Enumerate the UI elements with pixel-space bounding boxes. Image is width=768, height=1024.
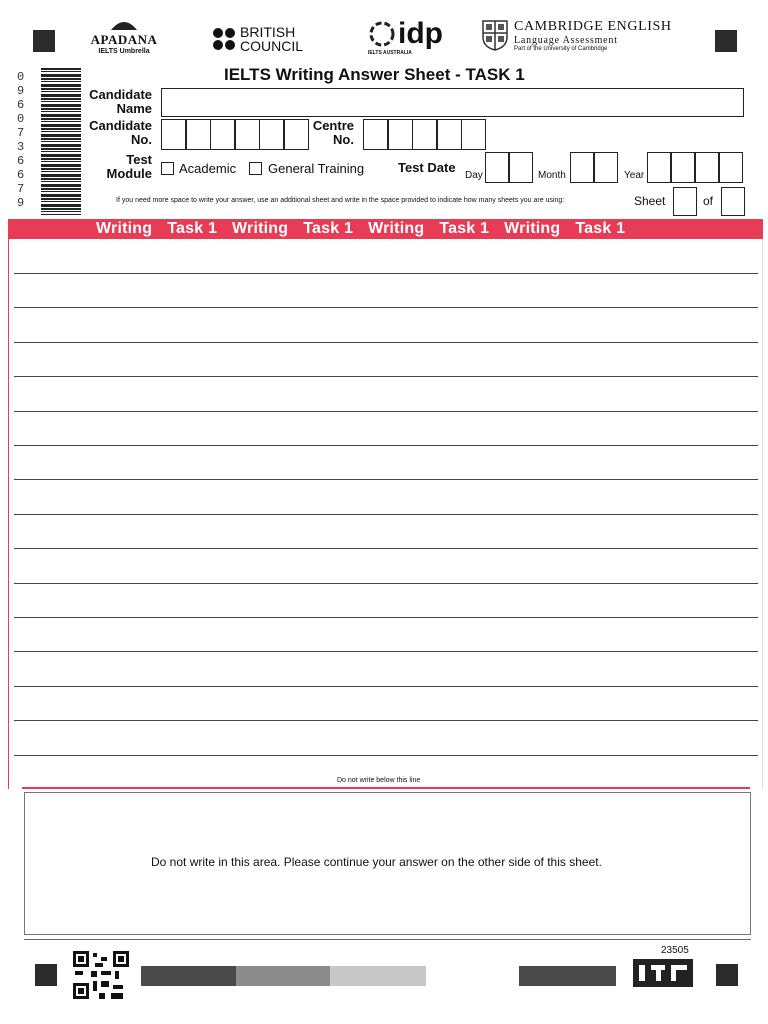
centre-no-box[interactable]: [461, 119, 486, 150]
british-council-dots-icon: [212, 27, 236, 51]
general-training-checkbox[interactable]: [249, 162, 262, 175]
apadana-sub: IELTS Umbrella: [98, 48, 150, 55]
candidate-no-box[interactable]: [284, 119, 309, 150]
month-box-1[interactable]: [570, 152, 594, 183]
day-box-2[interactable]: [509, 152, 533, 183]
writing-line: [14, 307, 758, 308]
bar-dark-right: [519, 966, 616, 986]
day-label: Day: [465, 170, 483, 181]
band-text: Writing: [504, 220, 561, 237]
test-module-label: Test Module: [106, 152, 152, 181]
year-box-4[interactable]: [719, 152, 743, 183]
writing-line: [14, 479, 758, 480]
candidate-name-field[interactable]: [161, 88, 744, 117]
globe-icon: [368, 20, 396, 48]
british-council-line1: BRITISH: [240, 24, 296, 40]
year-box-2[interactable]: [671, 152, 695, 183]
registration-mark-bottom-right: [716, 964, 738, 986]
bottom-divider: [24, 939, 751, 940]
day-box-1[interactable]: [485, 152, 509, 183]
barcode-digits: 0960736679: [17, 70, 25, 210]
sheet-number-box[interactable]: [673, 187, 697, 216]
registration-mark-top-right: [715, 30, 737, 52]
form-code-mark: [633, 959, 693, 987]
year-label: Year: [624, 170, 645, 181]
cambridge-logo: [481, 19, 672, 52]
candidate-no-label: Candidate No.: [89, 118, 152, 147]
band-text: Task 1: [303, 220, 354, 237]
academic-checkbox[interactable]: [161, 162, 174, 175]
sheet-label: Sheet: [634, 194, 666, 208]
writing-line: [14, 720, 758, 721]
qr-code: [73, 951, 129, 999]
sheet-note: If you need more space to write your answer, use an additional sheet and write in the space provided to indicate how many sheets you are using:: [116, 197, 565, 204]
idp-logo: [368, 17, 443, 56]
band-text: Writing: [368, 220, 425, 237]
month-box-2[interactable]: [594, 152, 618, 183]
band-text: Task 1: [167, 220, 218, 237]
year-box-3[interactable]: [695, 152, 719, 183]
candidate-no-box[interactable]: [186, 119, 211, 150]
writing-line: [14, 445, 758, 446]
writing-task-band: [8, 219, 763, 239]
do-not-write-area-text: Do not write in this area. Please continue your answer on the other side of this sheet.: [151, 855, 602, 869]
of-label: of: [703, 194, 714, 208]
idp-name: idp: [398, 17, 443, 50]
writing-line: [14, 651, 758, 652]
writing-line: [14, 583, 758, 584]
bar-dark-left: [141, 966, 236, 986]
band-text: Writing: [232, 220, 289, 237]
cambridge-line2: Language Assessment: [514, 35, 618, 46]
cambridge-line1: CAMBRIDGE ENGLISH: [514, 19, 672, 34]
sheet-total-box[interactable]: [721, 187, 745, 216]
month-label: Month: [538, 170, 566, 181]
candidate-no-box[interactable]: [161, 119, 186, 150]
general-training-label: General Training: [268, 161, 365, 176]
do-not-write-below-note: Do not write below this line: [337, 777, 421, 784]
registration-mark-bottom-left: [35, 964, 57, 986]
bottom-red-line: [22, 787, 750, 789]
year-box-1[interactable]: [647, 152, 671, 183]
apadana-name: APADANA: [90, 32, 158, 47]
writing-area-left-border: [8, 239, 9, 789]
umbrella-icon: [109, 18, 139, 32]
vertical-barcode: [41, 68, 81, 215]
test-date-label: Test Date: [398, 160, 456, 175]
centre-no-box[interactable]: [388, 119, 413, 150]
candidate-no-box[interactable]: [235, 119, 260, 150]
candidate-no-box[interactable]: [259, 119, 284, 150]
british-council-line2: COUNCIL: [240, 38, 304, 54]
band-text: Task 1: [575, 220, 626, 237]
writing-line: [14, 514, 758, 515]
academic-label: Academic: [179, 161, 237, 176]
candidate-name-label: Candidate Name: [89, 87, 152, 116]
bar-light: [330, 966, 426, 986]
writing-line: [14, 273, 758, 274]
band-text: Writing: [96, 220, 153, 237]
form-number: 23505: [661, 945, 689, 956]
writing-line: [14, 755, 758, 756]
writing-line: [14, 686, 758, 687]
idp-sub: IELTS AUSTRALIA: [368, 50, 412, 56]
writing-line: [14, 411, 758, 412]
cambridge-crest-icon: [481, 19, 509, 51]
centre-no-box[interactable]: [412, 119, 437, 150]
cambridge-line3: Part of the University of Cambridge: [514, 46, 608, 52]
bar-mid: [236, 966, 330, 986]
apadana-logo: [84, 18, 164, 55]
writing-line: [14, 548, 758, 549]
writing-area-right-border: [762, 239, 763, 789]
centre-no-label: Centre No.: [312, 118, 354, 147]
page-title: IELTS Writing Answer Sheet - TASK 1: [224, 65, 525, 84]
british-council-logo: [212, 25, 303, 53]
centre-no-box[interactable]: [363, 119, 388, 150]
writing-line: [14, 617, 758, 618]
registration-mark-top-left: [33, 30, 55, 52]
writing-line: [14, 376, 758, 377]
candidate-no-box[interactable]: [210, 119, 235, 150]
writing-line: [14, 342, 758, 343]
band-text: Task 1: [439, 220, 490, 237]
centre-no-box[interactable]: [437, 119, 462, 150]
